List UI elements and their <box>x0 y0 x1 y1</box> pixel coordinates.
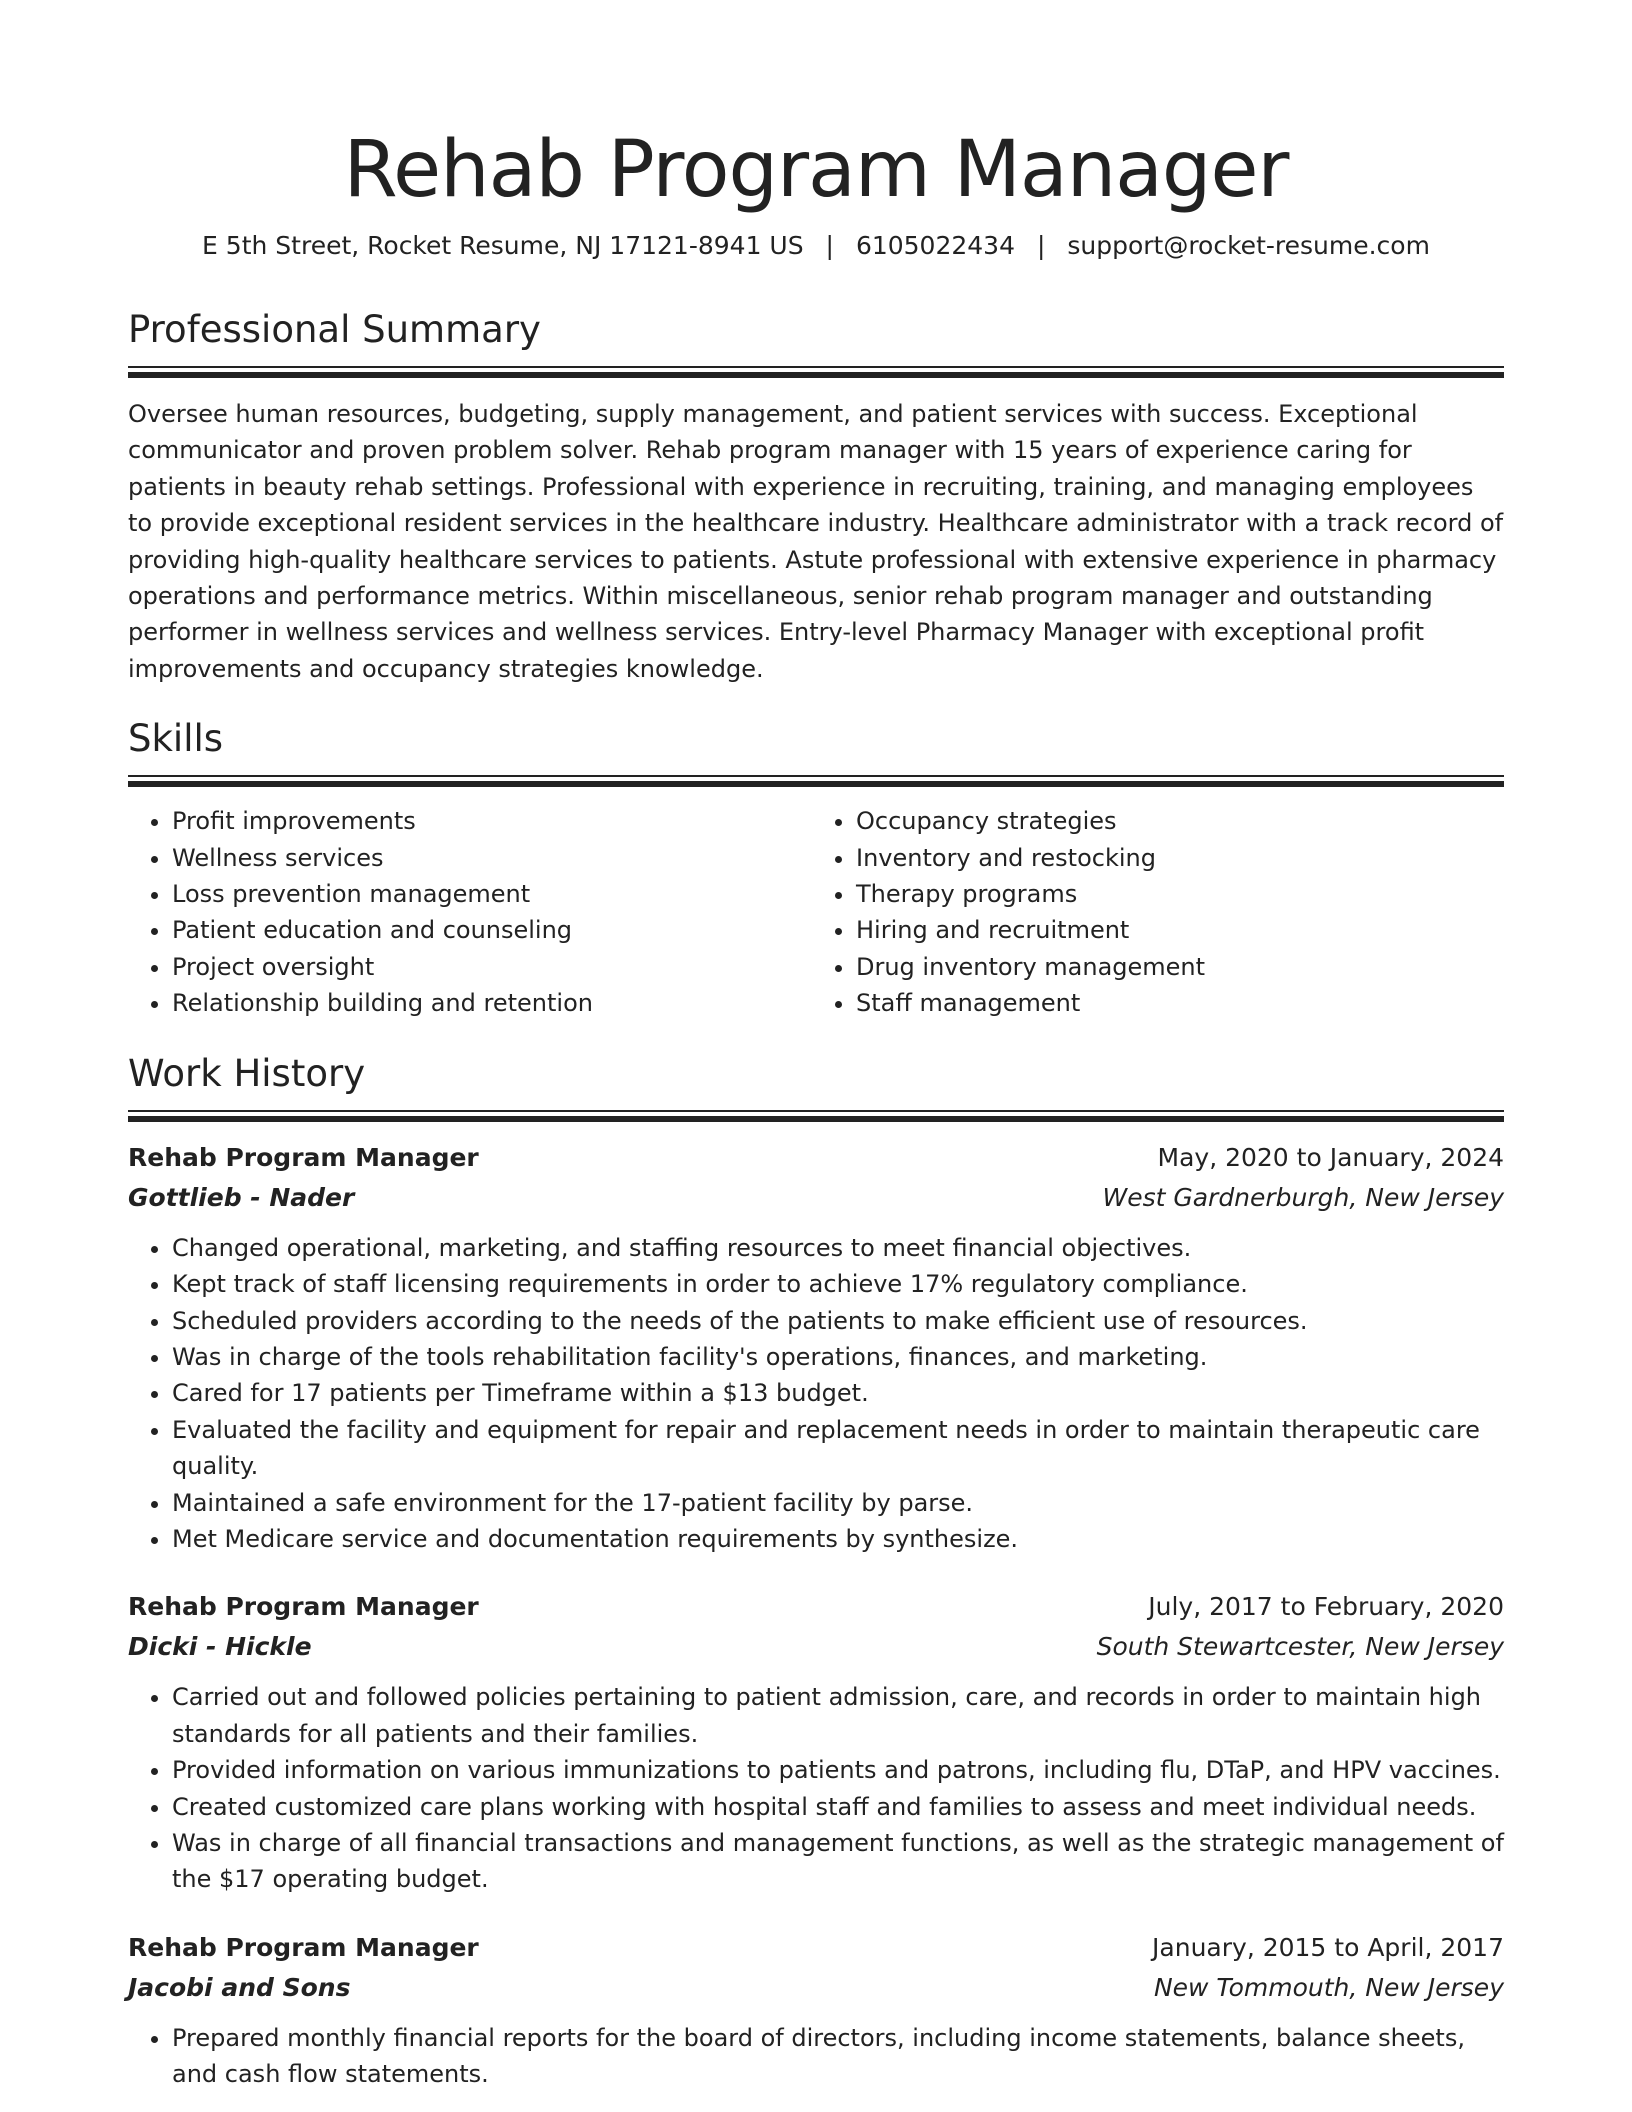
job-duties <box>128 1230 1504 1558</box>
contact-separator: | <box>825 231 834 260</box>
job-entry <box>128 1138 1504 1558</box>
skill-item: • Profit improvements <box>172 803 806 839</box>
duty-item: • Scheduled providers according to the needs of the patients to make efficient use of resources. <box>172 1303 1504 1339</box>
job-location: South Stewartcester, New Jersey <box>1096 1632 1504 1662</box>
skills-column-left <box>128 803 806 1021</box>
skill-item: • Occupancy strategies <box>856 803 1490 839</box>
job-dates: May, 2020 to January, 2024 <box>1157 1142 1504 1172</box>
skill-item: • Patient education and counseling <box>172 912 806 948</box>
contact-email: support@rocket-resume.com <box>1067 231 1430 260</box>
job-header <box>128 1587 1504 1627</box>
skill-item: • Hiring and recruitment <box>856 912 1490 948</box>
section-divider <box>128 1110 1504 1122</box>
section-divider <box>128 366 1504 378</box>
duty-item: • Met Medicare service and documentation requirements by synthesize. <box>172 1521 1504 1557</box>
duty-item: • Provided information on various immunizations to patients and patrons, including flu, DTaP, and HPV vaccines. <box>172 1752 1504 1788</box>
job-dates: January, 2015 to April, 2017 <box>1152 1932 1504 1962</box>
resume-page <box>128 0 1504 2093</box>
duty-item: • Kept track of staff licensing requirements in order to achieve 17% regulatory compliance. <box>172 1266 1504 1302</box>
job-title: Rehab Program Manager <box>128 1142 479 1172</box>
skill-item: • Loss prevention management <box>172 876 806 912</box>
duty-item: • Prepared monthly financial reports for the board of directors, including income statements, balance sheets, and cash flow statements. <box>172 2020 1504 2093</box>
job-duties <box>128 2020 1504 2093</box>
job-dates: July, 2017 to February, 2020 <box>1148 1592 1504 1622</box>
skills-list <box>128 803 1504 1021</box>
skill-item: • Drug inventory management <box>856 949 1490 985</box>
job-header <box>128 1928 1504 1968</box>
job-location: New Tommouth, New Jersey <box>1153 1972 1504 2002</box>
duty-item: • Maintained a safe environment for the 17-patient facility by parse. <box>172 1485 1504 1521</box>
job-subheader <box>128 1968 1504 2008</box>
contact-line <box>128 228 1504 264</box>
job-subheader <box>128 1178 1504 1218</box>
skill-item: • Relationship building and retention <box>172 985 806 1021</box>
job-company: Dicki - Hickle <box>128 1632 312 1662</box>
job-duties <box>128 1679 1504 1897</box>
skill-item: • Project oversight <box>172 949 806 985</box>
summary-text: Oversee human resources, budgeting, supply management, and patient services with success. Exceptional communicator and proven problem solver. Rehab program manager with 15 years of experience caring for patients in beauty rehab settings. Professional with experience in recruiting, training, and managing employees to provide exceptional resident services in the healthcare industry. Healthcare administrator with a track record of providing high-quality healthcare services to patients. Astute professional with extensive experience in pharmacy operations and performance metrics. Within miscellaneous, senior rehab program manager and outstanding performer in wellness services and wellness services. Entry-level Pharmacy Manager with exceptional profit improvements and occupancy strategies knowledge. <box>128 400 1504 683</box>
contact-separator: | <box>1036 231 1046 260</box>
job-entry <box>128 1928 1504 2093</box>
job-entry <box>128 1587 1504 1897</box>
job-title: Rehab Program Manager <box>128 1592 479 1622</box>
duty-item: • Was in charge of all financial transactions and management functions, as well as the strategic management of the $17 operating budget. <box>172 1825 1504 1898</box>
job-company: Gottlieb - Nader <box>128 1182 355 1212</box>
duty-item: • Carried out and followed policies pertaining to patient admission, care, and records in order to maintain high standards for all patients and their families. <box>172 1679 1504 1752</box>
job-subheader <box>128 1627 1504 1667</box>
section-divider <box>128 775 1504 787</box>
job-company: Jacobi and Sons <box>128 1972 351 2002</box>
contact-phone: 6105022434 <box>855 231 1015 260</box>
candidate-name: Rehab Program Manager <box>343 125 1289 215</box>
skill-item: • Therapy programs <box>856 876 1490 912</box>
section-title-skills: Skills <box>128 717 224 761</box>
job-title: Rehab Program Manager <box>128 1932 479 1962</box>
job-header <box>128 1138 1504 1178</box>
skill-item: • Staff management <box>856 985 1490 1021</box>
duty-item: • Cared for 17 patients per Timeframe within a $13 budget. <box>172 1375 1504 1411</box>
job-location: West Gardnerburgh, New Jersey <box>1102 1182 1504 1212</box>
duty-item: • Changed operational, marketing, and staffing resources to meet financial objectives. <box>172 1230 1504 1266</box>
skill-item: • Wellness services <box>172 840 806 876</box>
section-title-work-history: Work History <box>128 1051 366 1095</box>
skills-column-right <box>806 803 1490 1021</box>
duty-item: • Was in charge of the tools rehabilitation facility's operations, finances, and marketing. <box>172 1339 1504 1375</box>
contact-address: E 5th Street, Rocket Resume, NJ 17121-8941 US <box>202 231 804 260</box>
duty-item: • Evaluated the facility and equipment for repair and replacement needs in order to maintain therapeutic care quality. <box>172 1412 1504 1485</box>
duty-item: • Created customized care plans working with hospital staff and families to assess and meet individual needs. <box>172 1789 1504 1825</box>
skill-item: • Inventory and restocking <box>856 840 1490 876</box>
section-title-summary: Professional Summary <box>128 308 541 351</box>
